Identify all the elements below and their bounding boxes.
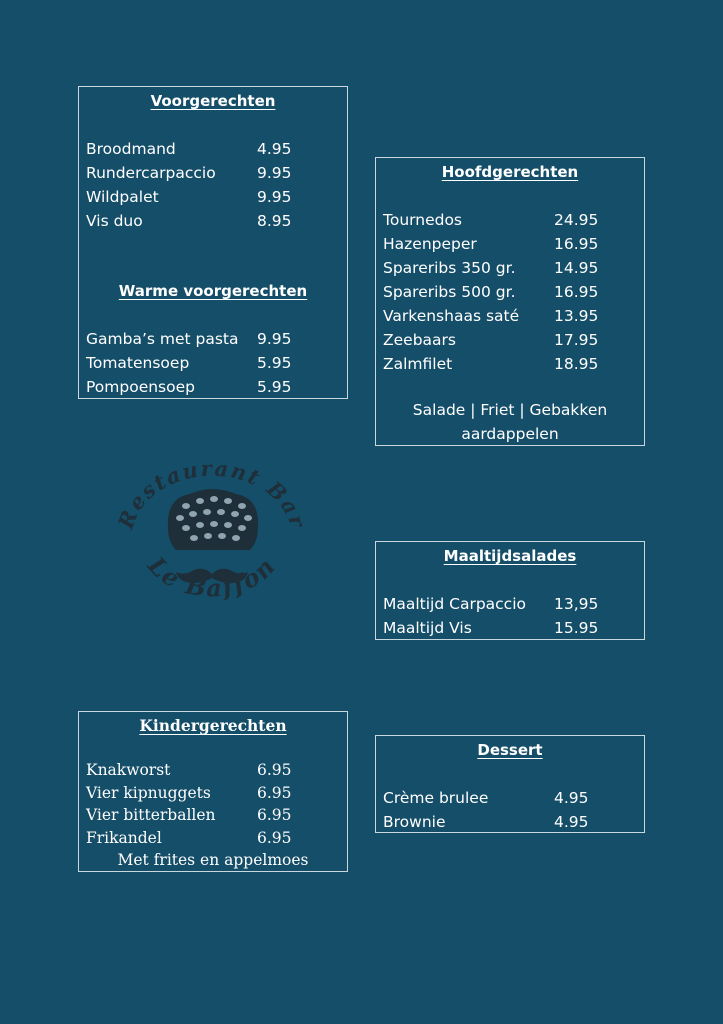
item-name: Maaltijd Vis (383, 619, 472, 637)
item-price: 13.95 (554, 307, 599, 325)
item-price: 16.95 (554, 283, 599, 301)
item-price: 24.95 (554, 211, 599, 229)
item-price: 6.95 (257, 783, 292, 802)
menu-item (86, 137, 347, 161)
item-price: 4.95 (257, 140, 292, 158)
menu-item (383, 280, 644, 304)
item-name: Broodmand (86, 140, 176, 158)
item-name: Spareribs 500 gr. (383, 283, 516, 301)
item-name: Varkenshaas saté (383, 307, 520, 325)
voorgerechten-title: Voorgerechten (150, 92, 276, 110)
voorgerechten-box (78, 86, 348, 399)
dessert-list (383, 786, 644, 834)
voorgerechten-list (86, 137, 347, 233)
menu-item (383, 304, 644, 328)
menu-item (86, 782, 347, 805)
menu-item (383, 328, 644, 352)
kindergerechten-list (86, 759, 347, 849)
item-name: Zalmfilet (383, 355, 453, 373)
hoofdgerechten-side-note-line1: Salade | Friet | Gebakken (412, 401, 608, 419)
kindergerechten-side-note: Met frites en appelmoes (117, 851, 309, 869)
chef-hat-icon (168, 489, 258, 550)
item-name: Wildpalet (86, 188, 159, 206)
item-name: Hazenpeper (383, 235, 477, 253)
item-price: 18.95 (554, 355, 599, 373)
maaltijdsalades-title: Maaltijdsalades (443, 547, 577, 565)
menu-item (86, 351, 347, 375)
maaltijdsalades-list (383, 592, 644, 640)
dessert-title: Dessert (477, 741, 543, 759)
menu-item (86, 209, 347, 233)
hoofdgerechten-box (375, 157, 645, 446)
menu-item (383, 616, 644, 640)
item-price: 15.95 (554, 619, 599, 637)
item-name: Knakworst (86, 761, 171, 779)
item-name: Spareribs 350 gr. (383, 259, 516, 277)
item-name: Tournedos (383, 211, 462, 229)
warme-voorgerechten-title: Warme voorgerechten (118, 282, 308, 300)
menu-item (86, 375, 347, 399)
item-price: 9.95 (257, 330, 292, 348)
menu-item (86, 161, 347, 185)
menu-item (86, 827, 347, 850)
item-name: Gamba’s met pasta (86, 330, 239, 348)
hoofdgerechten-side-note-line2: aardappelen (461, 425, 559, 443)
menu-item (86, 804, 347, 827)
restaurant-logo (112, 446, 312, 626)
item-price: 13,95 (554, 595, 599, 613)
item-price: 9.95 (257, 188, 292, 206)
kindergerechten-box (78, 711, 348, 872)
menu-item (86, 327, 347, 351)
item-price: 4.95 (554, 813, 589, 831)
item-price: 17.95 (554, 331, 599, 349)
item-name: Vier bitterballen (86, 806, 216, 824)
menu-item (383, 232, 644, 256)
item-price: 14.95 (554, 259, 599, 277)
logo-top-text: Restaurant Bar (112, 455, 312, 532)
item-name: Vier kipnuggets (86, 783, 211, 802)
menu-item (383, 208, 644, 232)
maaltijdsalades-box (375, 541, 645, 640)
item-price: 5.95 (257, 354, 292, 372)
item-price: 4.95 (554, 789, 589, 807)
item-name: Maaltijd Carpaccio (383, 595, 526, 613)
item-price: 6.95 (257, 828, 292, 847)
hoofdgerechten-title: Hoofdgerechten (441, 163, 579, 181)
item-price: 16.95 (554, 235, 599, 253)
warme-voorgerechten-list (86, 327, 347, 399)
menu-item (86, 185, 347, 209)
item-name: Pompoensoep (86, 378, 195, 396)
item-name: Vis duo (86, 212, 143, 230)
item-price: 8.95 (257, 212, 292, 230)
item-name: Brownie (383, 813, 446, 831)
menu-item (383, 592, 644, 616)
item-price: 6.95 (257, 806, 292, 824)
item-name: Rundercarpaccio (86, 164, 216, 182)
logo-bottom-text: Le Baffon (142, 550, 282, 603)
item-name: Zeebaars (383, 331, 456, 349)
dessert-box (375, 735, 645, 833)
menu-item (383, 810, 644, 834)
item-price: 5.95 (257, 378, 292, 396)
kindergerechten-title: Kindergerechten (139, 716, 287, 735)
menu-item (383, 786, 644, 810)
menu-item (383, 352, 644, 376)
menu-item (86, 759, 347, 782)
item-price: 9.95 (257, 164, 292, 182)
item-name: Crème brulee (383, 789, 489, 807)
item-name: Tomatensoep (86, 354, 190, 372)
hoofdgerechten-list (383, 208, 644, 376)
menu-item (383, 256, 644, 280)
item-price: 6.95 (257, 761, 292, 779)
item-name: Frikandel (86, 828, 162, 847)
